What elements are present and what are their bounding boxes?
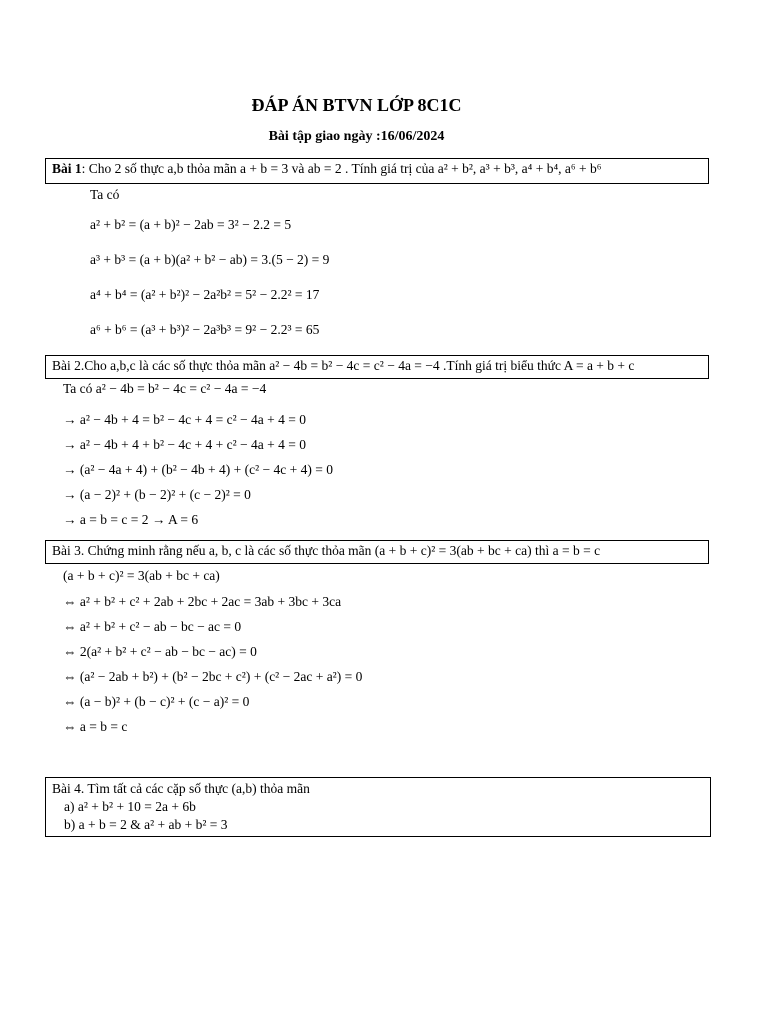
bai1-problem-box — [45, 158, 709, 184]
bai3-step: ⇔ a² + b² + c² + 2ab + 2bc + 2ac = 3ab + 3bc + 3ca — [63, 594, 342, 609]
bai2-problem-box — [45, 355, 709, 379]
page-title: ĐÁP ÁN BTVN LỚP 8C1C — [251, 95, 462, 115]
bai1-step: a³ + b³ = (a + b)(a² + b² − ab) = 3.(5 − 2) = 9 — [90, 252, 330, 267]
bai3-step: ⇔ a = b = c — [63, 719, 128, 734]
bai2-step: → (a − 2)² + (b − 2)² + (c − 2)² = 0 — [63, 487, 251, 502]
page-subtitle: Bài tập giao ngày :16/06/2024 — [268, 129, 445, 144]
bai3-step: (a + b + c)² = 3(ab + bc + ca) — [63, 568, 220, 583]
bai2-step: → a = b = c = 2 → A = 6 — [63, 512, 199, 527]
bai4-prompt: Bài 4. Tìm tất cả các cặp số thực (a,b) thỏa mãn — [52, 781, 310, 796]
bai4-item-a: a) a² + b² + 10 = 2a + 6b — [64, 799, 196, 814]
bai2-prompt: Bài 2.Cho a,b,c là các số thực thỏa mãn a² − 4b = b² − 4c = c² − 4a = −4 .Tính giá trị biểu thức A = a + b + c — [52, 358, 635, 373]
bai3-step: ⇔ 2(a² + b² + c² − ab − bc − ac) = 0 — [63, 644, 257, 659]
bai3-step: ⇔ (a − b)² + (b − c)² + (c − a)² = 0 — [63, 694, 250, 709]
bai2-step: → a² − 4b + 4 + b² − 4c + 4 + c² − 4a + 4 = 0 — [63, 437, 307, 452]
bai3-prompt: Bài 3. Chứng minh rằng nếu a, b, c là các số thực thỏa mãn (a + b + c)² = 3(ab + bc + ca) thì a = b = c — [52, 543, 601, 558]
bai1-intro: Ta có — [90, 187, 120, 202]
bai1-label: Bài 1 — [52, 161, 82, 176]
bai3-step: ⇔ (a² − 2ab + b²) + (b² − 2bc + c²) + (c² − 2ac + a²) = 0 — [63, 669, 363, 684]
bai2-intro: Ta có a² − 4b = b² − 4c = c² − 4a = −4 — [63, 381, 267, 396]
bai1-step: a⁴ + b⁴ = (a² + b²)² − 2a²b² = 5² − 2.2² = 17 — [90, 287, 320, 302]
bai2-step: → (a² − 4a + 4) + (b² − 4b + 4) + (c² − 4c + 4) = 0 — [63, 462, 333, 477]
bai1-prompt: : Cho 2 số thực a,b thỏa mãn a + b = 3 và ab = 2 . Tính giá trị của a² + b², a³ + b³, a⁴ + b⁴, a⁶ + b⁶ — [81, 161, 602, 176]
bai3-problem-box — [45, 540, 709, 564]
bai4-problem-box — [45, 777, 711, 837]
bai1-step: a⁶ + b⁶ = (a³ + b³)² − 2a³b³ = 9² − 2.2³ = 65 — [90, 322, 320, 337]
bai1-step: a² + b² = (a + b)² − 2ab = 3² − 2.2 = 5 — [90, 217, 292, 232]
bai3-step: ⇔ a² + b² + c² − ab − bc − ac = 0 — [63, 619, 242, 634]
bai4-item-b: b) a + b = 2 & a² + ab + b² = 3 — [64, 817, 228, 832]
bai2-step: → a² − 4b + 4 = b² − 4c + 4 = c² − 4a + 4 = 0 — [63, 412, 307, 427]
